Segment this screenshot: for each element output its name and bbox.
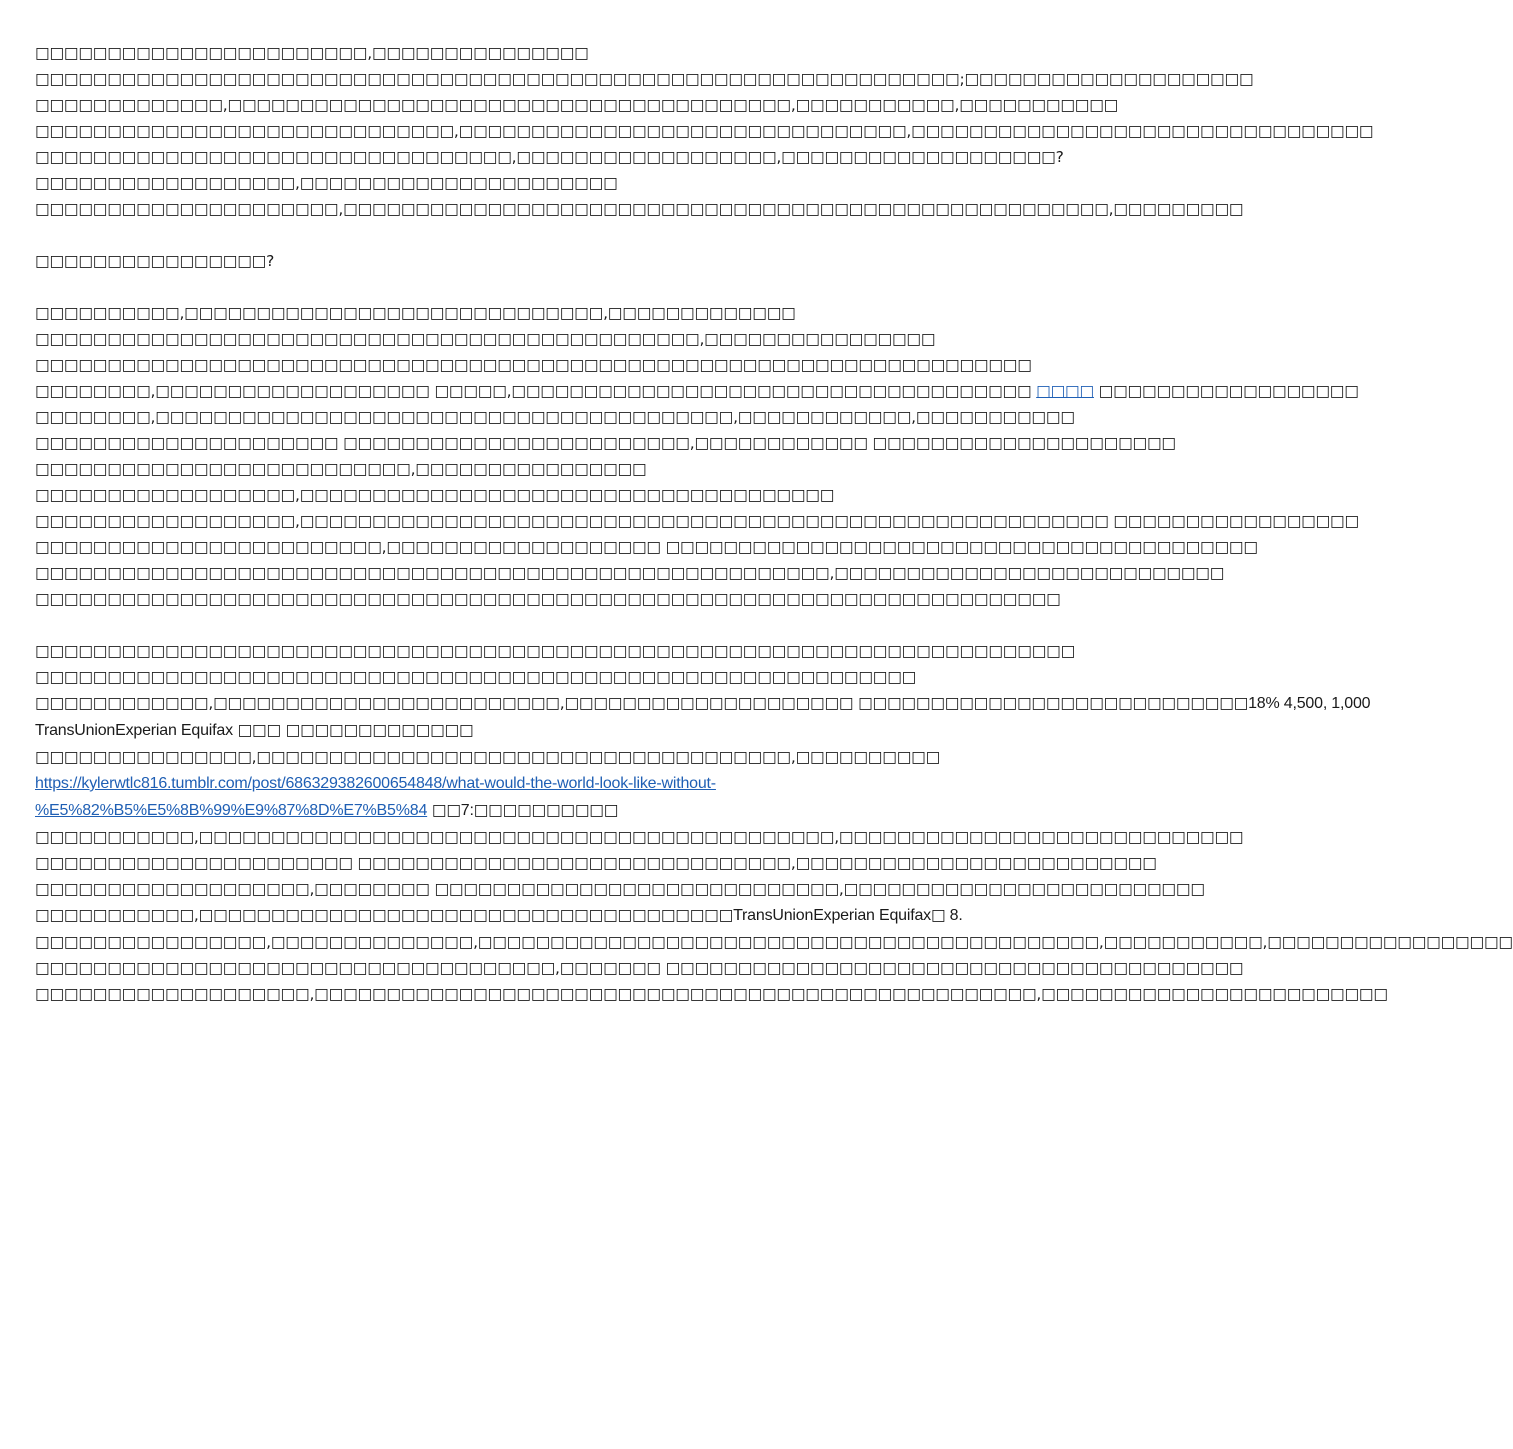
figures-text: 18% 4,500, 1,000 [1248,695,1371,712]
bureau-names: TransUnionExperian Equifax [733,907,931,924]
text-line: □□□□□□□□□□□□□□□□□□,□□□□□□□□□□□□□□□□□□□□□□□□□□□□□□□□□□□□□ [35,486,835,504]
text-line: □□□□□□□□□□□□□□□□□□□□□□□,□□□□□□□□□□□□□□□ [35,44,589,62]
text-line [35,717,990,744]
text-span: □ [930,906,946,924]
text-line: □□□□□□□□□□□,□□□□□□□□□□□□□□□□□□□□□□□□□□□□□□□□□□□□□□□□□□□□,□□□□□□□□□□□□□□□□□□□□□□□□□□□□ [35,828,1244,846]
text-line: □□□□□□□□□□□□□□□,□□□□□□□□□□□□□□□□□□□□□□□□□□□□□□□□□□□□□,□□□□□□□□□□ [35,748,941,766]
text-span: □□□□□□□□,□□□□□□□□□□□□□□□□□□□ □□□□□,□□□□□□□□□□□□□□□□□□□□□□□□□□□□□□□□□□□□ [35,382,1037,400]
text-line [35,690,1371,717]
text-line: □□□□□□□□□□□□□□□□□□,□□□□□□□□□□□□□□□□□□□□□□□□□□□□□□□□□□□□□□□□□□□□□□□□□□□□□□□□ □□□□□□□□□□□□□□□□□ [35,512,1359,530]
text-span: □□□□□□□□□□□□□□□□□□ [1093,382,1359,400]
text-line: □□□□□□□□□□□□□□□□□□□,□□□□□□□□ □□□□□□□□□□□□□□□□□□□□□□□□□□□□,□□□□□□□□□□□□□□□□□□□□□□□□□ [35,880,1205,898]
number-text: 8. [945,907,963,924]
text-line: □□□□□□□□□□□□□□□□□□□,□□□□□□□□□□□□□□□□□□□□□□□□□□□□□□□□□□□□□□□□□□□□□□□□□□,□□□□□□□□□□□□□□□□□□□□□□□□ [35,985,1388,1003]
text-line: □□□□□□□□□□□□□□□□□□□□□□□□□□□□□,□□□□□□□□□□□□□□□□□□□□□□□□□□□□□□□,□□□□□□□□□□□□□□□□□□□□□□□□□□□□□□□□ [35,122,1374,140]
paragraph-block-2 [35,300,1359,612]
paragraph-block-3 [35,638,1513,1007]
text-span: □□□ □□□□□□□□□□□□□ [232,721,474,739]
text-line: □□□□□□□□□□□□□□□□□□□□□□□□□□□□□□□□□□□□□□□□□□□□□□□□□□□□□□□□□□□□□□□□□□□□□□□□ [35,642,1076,660]
text-span: □□□□□□□□□□□□,□□□□□□□□□□□□□□□□□□□□□□□□,□□□□□□□□□□□□□□□□□□□□ □□□□□□□□□□□□□□□□□□□□□□□□□□□ [35,694,1249,712]
paragraph-block-1 [35,40,1374,222]
text-line: □□□□□□□□□□□□□□□□□□□□□□□□□□□□□□□□□□□□□□□□□□□□□□□□□□□□□□□□□□□□□□□□□□□□□ [35,356,1032,374]
text-line: □□□□□□□□,□□□□□□□□□□□□□□□□□□□□□□□□□□□□□□□□□□□□□□□□,□□□□□□□□□□□□,□□□□□□□□□□□ [35,408,1075,426]
spacer [35,274,990,300]
url-line [35,797,990,824]
text-line: □□□□□□□□□□□□□□□□□□□□□□□□□□,□□□□□□□□□□□□□□□□ [35,460,647,478]
inline-link[interactable]: □□□□ [1036,382,1094,400]
url-line [35,770,990,797]
url-link[interactable]: https://kylerwtlc816.tumblr.com/post/686329382600654848/what-would-the-world-look-like-without- [35,775,716,792]
text-line: □□□□□□□□□□□□□□□□,□□□□□□□□□□□□□□,□□□□□□□□□□□□□□□□□□□□□□□□□□□□□□□□□□□□□□□□□□□,□□□□□□□□□□□,□□□□□□□□□□□□□□□□□ [35,933,1513,951]
text-line: □□□□□□□□□□□□□□□□□□□□□□□□□□□□□□□□□□□□□□□□□□□□□□□□□□□□□□□□□□□□□ [35,668,917,686]
text-line: □□□□□□□□□□□□□□□□□□□□□□□□□□□□□□□□□□□□□□□□□□□□□□□□□□□□□□□,□□□□□□□□□□□□□□□□□□□□□□□□□□□ [35,564,1225,582]
text-line: □□□□□□□□□□□□□□□□□□□□□□□□□□□□□□□□□□□□,□□□□□□□ □□□□□□□□□□□□□□□□□□□□□□□□□□□□□□□□□□□□□□□□ [35,959,1244,977]
text-line: □□□□□□□□□□□□□□□□□□□□□ □□□□□□□□□□□□□□□□□□□□□□□□,□□□□□□□□□□□□ □□□□□□□□□□□□□□□□□□□□□ [35,434,1176,452]
spacer [35,612,990,638]
url-link-continued[interactable]: %E5%82%B5%E5%8B%99%E9%87%8D%E7%B5%84 [35,802,428,819]
text-line: □□□□□□□□□□□□□□□□□□□□□□□□□□□□□□□□□,□□□□□□□□□□□□□□□□□□,□□□□□□□□□□□□□□□□□□□? [35,148,1064,166]
text-line: □□□□□□□□□□□□□□□□□□□□□,□□□□□□□□□□□□□□□□□□□□□□□□□□□□□□□□□□□□□□□□□□□□□□□□□□□□□,□□□□□□□□□ [35,200,1244,218]
text-line-with-link [35,378,1359,404]
text-line: □□□□□□□□□□□□□□□□□□□□□□ □□□□□□□□□□□□□□□□□□□□□□□□□□□□□□,□□□□□□□□□□□□□□□□□□□□□□□□□ [35,854,1157,872]
spacer [35,222,990,248]
text-line: □□□□□□□□□□□□□□□□□□□□□□□□□□□□□□□□□□□□□□□□□□□□□□□□□□□□□□□□□□□□□□□□;□□□□□□□□□□□□□□□□□□□□ [35,70,1254,88]
section-heading: □□□□□□□□□□□□□□□□? [35,252,275,270]
text-span: □□□□□□□□□□ [473,801,619,819]
text-line: □□□□□□□□□□□□□□□□□□□□□□□□,□□□□□□□□□□□□□□□□□□□ □□□□□□□□□□□□□□□□□□□□□□□□□□□□□□□□□□□□□□□□□ [35,538,1258,556]
text-line: □□□□□□□□□□,□□□□□□□□□□□□□□□□□□□□□□□□□□□□□,□□□□□□□□□□□□□ [35,304,796,322]
text-line: □□□□□□□□□□□□□□□□□□,□□□□□□□□□□□□□□□□□□□□□□ [35,174,618,192]
text-span: □□□□□□□□□□□,□□□□□□□□□□□□□□□□□□□□□□□□□□□□□□□□□□□□□ [35,906,734,924]
bureau-names: TransUnionExperian Equifax [35,722,233,739]
text-line: □□□□□□□□□□□□□□□□□□□□□□□□□□□□□□□□□□□□□□□□□□□□□□,□□□□□□□□□□□□□□□□ [35,330,936,348]
number-text: 7: [460,802,474,819]
text-span: □□ [427,801,461,819]
text-line: □□□□□□□□□□□□□,□□□□□□□□□□□□□□□□□□□□□□□□□□□□□□□□□□□□□□□,□□□□□□□□□□□,□□□□□□□□□□□ [35,96,1119,114]
text-line [35,902,990,929]
text-line: □□□□□□□□□□□□□□□□□□□□□□□□□□□□□□□□□□□□□□□□□□□□□□□□□□□□□□□□□□□□□□□□□□□□□□□ [35,590,1061,608]
